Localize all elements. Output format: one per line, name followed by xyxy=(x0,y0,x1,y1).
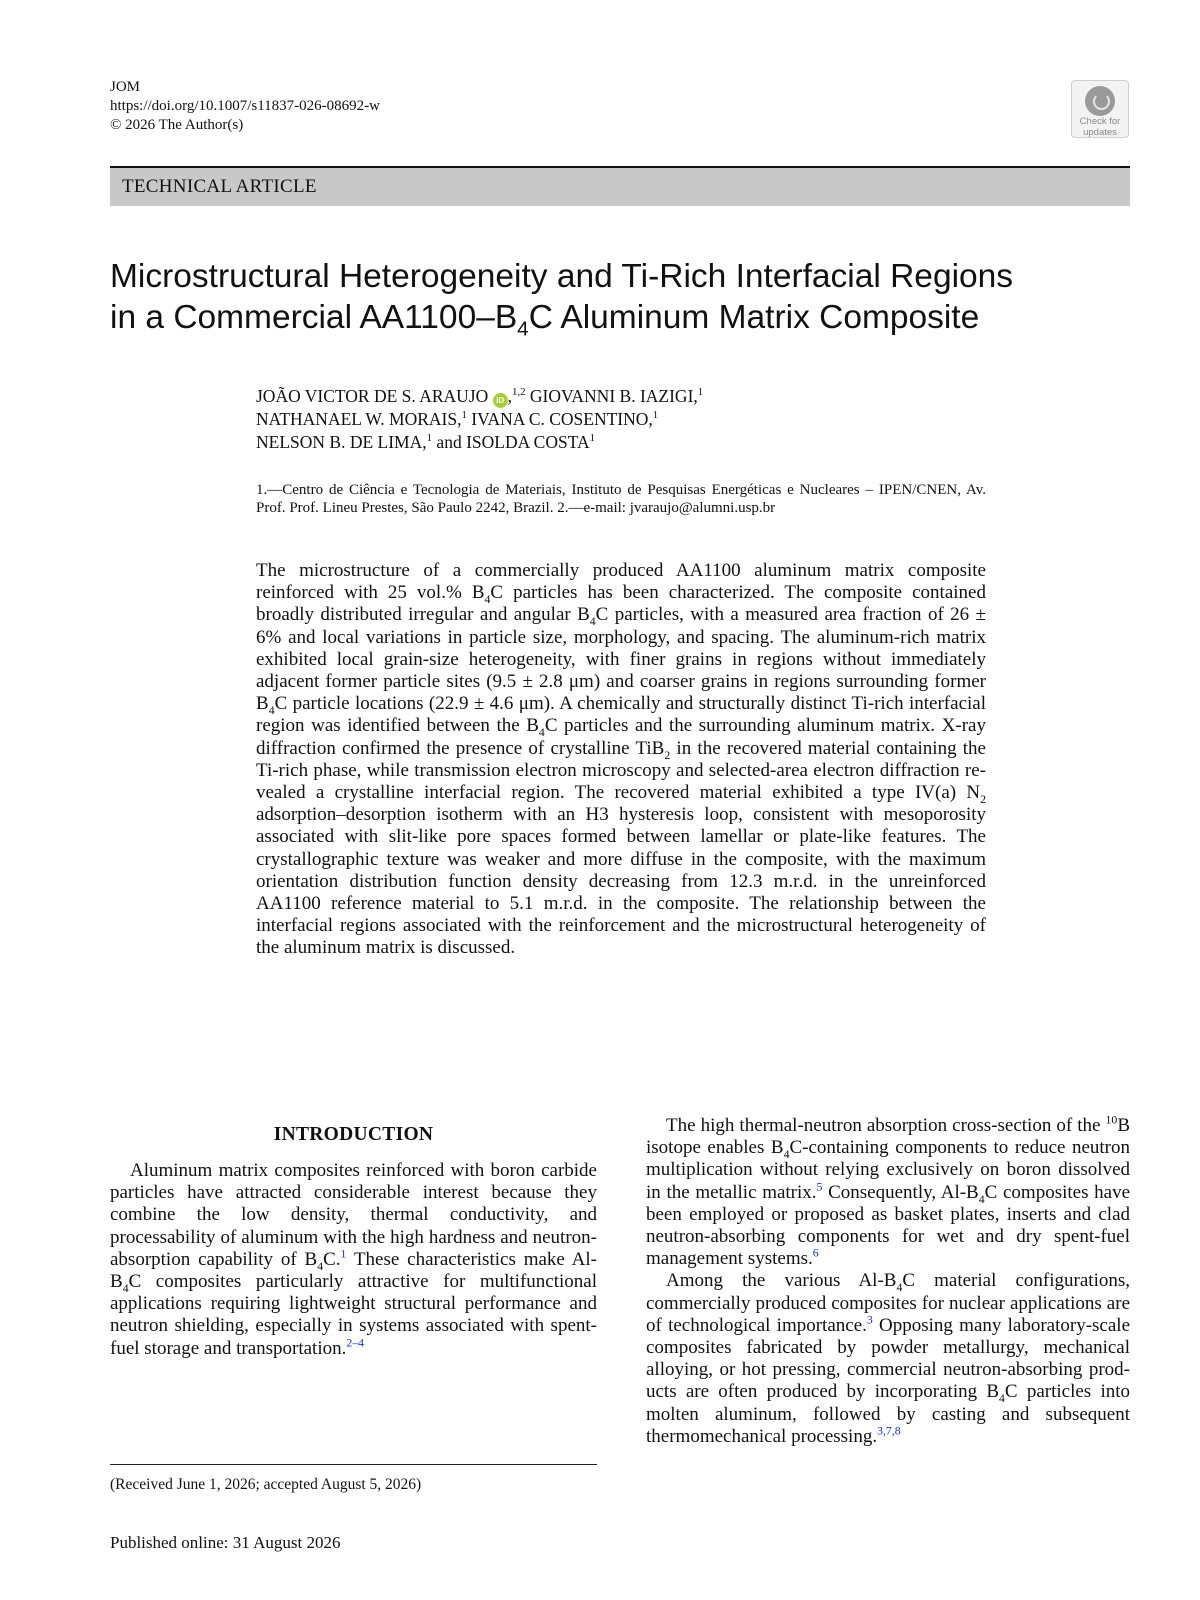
author-name[interactable]: IVANA C. COSENTINO xyxy=(471,409,649,429)
subscript: 4 xyxy=(978,1192,985,1206)
author-affiliation: 1 xyxy=(426,431,433,444)
author-affiliation: 1 xyxy=(461,409,467,422)
subscript: 2 xyxy=(664,748,671,762)
author-affiliation: 1 xyxy=(697,386,704,399)
intro-left-column xyxy=(110,1160,597,1360)
section-heading-introduction: INTRODUCTION xyxy=(273,1124,434,1145)
author-affiliation: 1 xyxy=(589,431,596,444)
affiliation-block: 1.—Centro de Ciência e Tecnologia de Materiais, Instituto de Pesquisas Energéticas e Nucleares – IPEN/CNEN, Av. Prof. Prof. Lineu Prestes, São Paulo 2242, Brazil. 2.—e-mail: jvaraujo@alumni.usp.br xyxy=(256,482,986,516)
subscript: 2 xyxy=(980,792,986,806)
citation-link[interactable]: 6 xyxy=(812,1246,819,1260)
subscript: 4 xyxy=(783,1148,790,1161)
intro-right-column xyxy=(646,1115,1130,1448)
citation-link[interactable]: 2–4 xyxy=(346,1336,365,1350)
author-affiliation: 1,2 xyxy=(511,386,526,399)
check-for-updates-label-1: Check for xyxy=(1079,116,1121,127)
article-title xyxy=(110,256,1150,341)
orcid-icon[interactable]: iD xyxy=(493,393,508,408)
article-type-label: TECHNICAL ARTICLE xyxy=(122,176,317,197)
subscript: 4 xyxy=(122,1281,129,1295)
author-line: NELSON B. DE LIMA,$^1$ and ISOLDA COSTA$^1$ xyxy=(256,431,596,452)
check-for-updates-badge[interactable] xyxy=(1071,80,1129,138)
subscript: 4 xyxy=(317,1259,324,1273)
author-affiliation: 1 xyxy=(652,409,659,422)
author-name[interactable]: NELSON B. DE LIMA xyxy=(256,431,423,452)
title-line-1: Microstructural Heterogeneity and Ti-Rich Interfacial Regions xyxy=(110,258,1014,295)
author-list xyxy=(256,385,976,453)
subscript: 4 xyxy=(896,1281,903,1295)
subscript: 4 xyxy=(268,704,275,718)
superscript: 10 xyxy=(1105,1113,1118,1127)
subscript: 4 xyxy=(484,593,491,606)
title-line-2: in a Commercial $AA1100-B_4C$ Aluminum Matrix Composite xyxy=(110,299,980,341)
abstract: The microstructure of a commercially produced AA1100 aluminum matrix composite reinforced with 25 vol.% $B_4C$ particles has been characterized. The composite contained broadly distributed irregular and angular $B_4C$ particles, with a measured area fraction of 26 ± 6% and local variations in particle size, morphology, and spacing. The aluminum-rich matrix exhibited local grain-size heterogeneity, with finer grains in regions without immediately adjacent former particle sites (9.5 ± 2.8 μm) and coarser grains in regions surrounding former $B_4C$ particle locations (22.9 ± 4.6 μm). A chemically and structurally distinct Ti-rich interfacial region was identified between the $B_4C$ particles and the surrounding aluminum matrix. X-ray diffraction confirmed the presence of crystalline TiB$_2$ in the recovered material containing the Ti-rich phase, while transmission electron microscopy and selected-area electron diffraction revealed a crystalline interfacial region. The recovered material exhibited a type IV(a) $N_2$ adsorption–desorption isotherm with an H3 hysteresis loop, consistent with mesoporosity associated with slit-like pore spaces formed between lamellar or plate-like features. The crystallographic texture was weaker and more diffuse in the composite, with the maximum orientation distribution function density decreasing from 12.3 m.r.d. in the unreinforced AA1100 reference material to 5.1 m.r.d. in the composite. The relationship between the interfacial regions associated with the reinforcement and the microstructural heterogeneity of the aluminum matrix is discussed. xyxy=(256,560,986,959)
citation-link[interactable]: 3 xyxy=(866,1313,873,1327)
citation-link[interactable]: 1 xyxy=(340,1247,347,1261)
author-name[interactable]: GIOVANNI B. IAZIGI xyxy=(529,386,694,406)
received-dates-footnote: (Received June 1, 2026; accepted August 5, 2026) xyxy=(110,1476,422,1493)
doi-link[interactable]: https://doi.org/10.1007/s11837-026-08692-w xyxy=(110,98,380,114)
author-name[interactable]: NATHANAEL W. MORAIS xyxy=(256,409,458,429)
intro-paragraph: Among the various $Al-B_4C$ material configurations, commercially produced composites for nuclear applications are of technological importance.$^3$ Opposing many laboratory-scale composites fabricated by powder metallurgy, mechanical alloying, or hot pressing, commercial neutron-absorbing products are often produced by incorporating $B_4C$ particles into molten aluminum, followed by casting and subsequent thermomechanical processing.$^{3,7,8}$ xyxy=(646,1270,1131,1447)
author-name[interactable]: ISOLDA COSTA xyxy=(466,431,590,452)
author-line: JOÃO VICTOR DE S. ARAUJO iD ,$^{1,2}$ GIOVANNI B. IAZIGI,$^1$ xyxy=(256,386,704,406)
published-online-line: Published online: 31 August 2026 xyxy=(110,1533,341,1552)
copyright-line: © 2026 The Author(s) xyxy=(110,117,244,133)
article-type-banner xyxy=(110,168,1130,206)
footnote-rule xyxy=(110,1464,597,1465)
journal-name: JOM xyxy=(110,79,141,95)
author-conjunction: and xyxy=(436,431,462,452)
check-for-updates-icon xyxy=(1085,86,1115,116)
intro-paragraph: Aluminum matrix composites reinforced with boron carbide particles have attracted considerable interest because they combine the low density, thermal conductivity, and processability of aluminum with the high hardness and neutron-absorption capability of $B_4C.^1$ These characteristics make $Al-B_4C$ composites particularly attractive for multifunctional applications requiring lightweight structural performance and neutron shielding, especially in systems associated with spent-fuel storage and transportation.$^{2-4}$ xyxy=(110,1160,597,1359)
subscript: 4 xyxy=(589,615,596,629)
check-for-updates-label-2: updates xyxy=(1083,127,1117,138)
subscript: 4 xyxy=(538,726,545,740)
citation-link[interactable]: 3,7,8 xyxy=(877,1424,901,1438)
citation-link[interactable]: 5 xyxy=(816,1180,823,1194)
author-name[interactable]: JOÃO VICTOR DE S. ARAUJO xyxy=(256,386,489,406)
intro-paragraph: The high thermal-neutron absorption cross-section of the $^{10}$B isotope enables $B_4C$-containing components to reduce neutron multiplication without relying exclusively on boron dissolved in the metallic matrix.$^5$ Consequently, $Al-B_4C$ composites have been employed or proposed as basket plates, inserts and clad neutron-absorbing components for wet and dry spent-fuel management systems.$^6$ xyxy=(646,1113,1131,1270)
author-line: NATHANAEL W. MORAIS,$^1$ IVANA C. COSENTINO,$^1$ xyxy=(256,409,659,429)
subscript: 4 xyxy=(999,1392,1005,1406)
